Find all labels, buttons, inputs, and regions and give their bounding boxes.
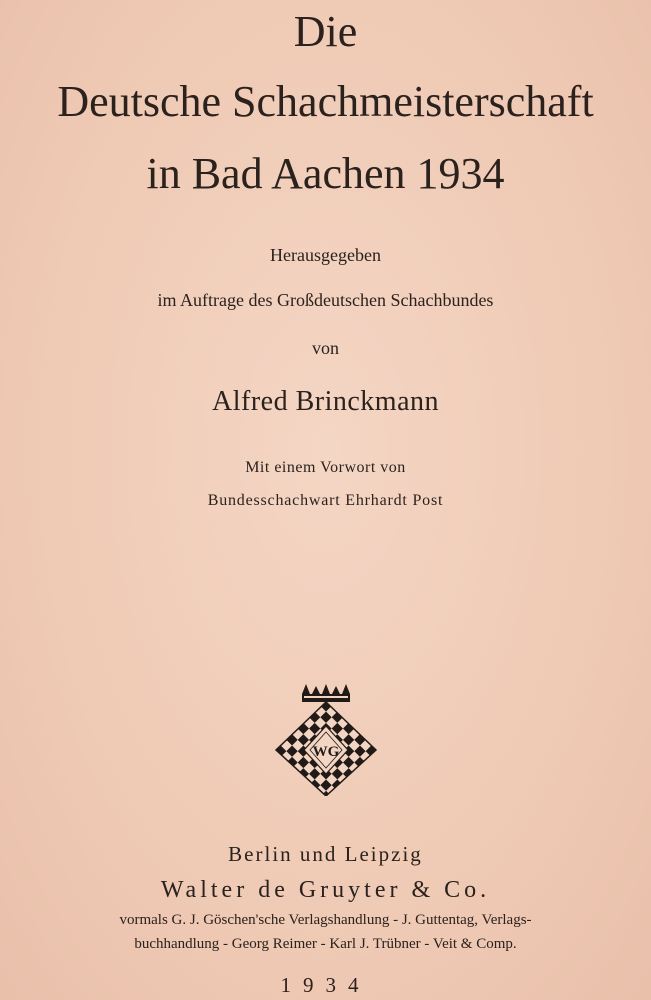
publisher-chessboard-crown-logo-icon [272,684,380,796]
by-label: von [312,338,339,358]
publisher-former-names-line-1: vormals G. J. Göschen'sche Verlagshandlung - J. Guttentag, Verlags- [119,912,532,928]
publisher-city: Berlin und Leipzig [228,842,423,866]
foreword-line-2: Bundesschachwart Ehrhardt Post [207,492,444,509]
author-name: Alfred Brinckmann [212,386,439,417]
title-line-2: Deutsche Schachmeisterschaft [57,77,594,126]
title-line-1: Die [293,7,358,56]
foreword-line-1: Mit einem Vorwort von [245,459,406,476]
crown-icon [302,684,350,702]
publisher-name: Walter de Gruyter & Co. [160,877,491,903]
edited-label: Herausgegeben [270,245,381,265]
logo-monogram: WG [312,744,340,760]
publication-year: 1934 [280,973,371,997]
commission-line: im Auftrage des Großdeutschen Schachbundes [157,290,494,310]
publisher-former-names-line-2: buchhandlung - Georg Reimer - Karl J. Trübner - Veit & Comp. [134,936,517,952]
title-line-3: in Bad Aachen 1934 [146,149,505,198]
